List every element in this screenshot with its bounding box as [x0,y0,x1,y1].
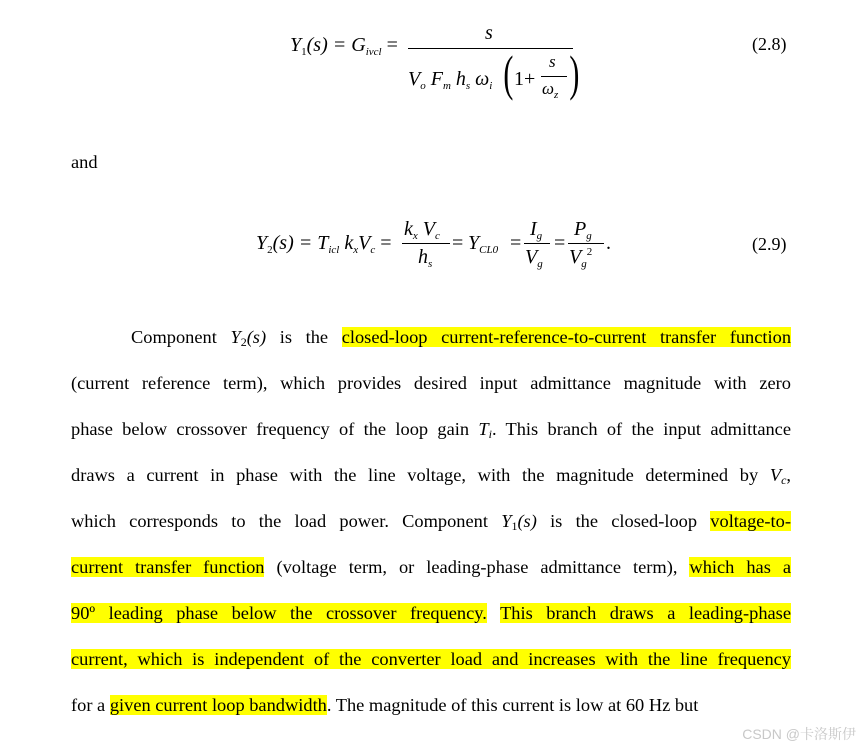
eq2-frac1-den [418,246,432,270]
eq1-den-hs-sub: s [465,80,471,92]
eq1-fraction-bar [408,48,573,49]
paragraph-line-6 [71,544,791,590]
p-l2-text: (current reference term), which provides desired input admittance magnitude with zero [71,373,791,393]
eq2-vc-sub: c [370,244,376,256]
eq2-eq-sign-1: = [375,232,392,254]
eq1-den-wi: ω [475,68,490,90]
eq2-period: . [606,232,611,254]
eq2-frac1-den-h: h [418,246,428,268]
eq1-inner-den [542,79,558,101]
p-l9-highlight: given current loop bandwidth [109,695,327,715]
eq1-inner-den-sub: z [554,89,559,101]
eq1-left-paren: ( [503,45,514,101]
eq1-inner-bar [541,76,567,77]
eq2-frac3-num-sub: g [586,230,592,242]
equation-2-8-number: (2.8) [752,34,787,54]
eq1-den-wi-sub: i [489,80,493,92]
eq2-eq-sign-4: = [554,232,566,254]
eq2-frac3-den-v: V [569,246,582,268]
eq2-y-letter: Y [468,232,480,254]
p-l5-text-a: which corresponds to the load power. Component [71,511,502,531]
eq2-frac1-num-v: V [422,218,435,240]
and-text: and [71,152,98,172]
eq2-y [468,232,498,256]
eq2-lhs: Y [256,232,268,254]
p-l9-text-a: for a [71,695,110,715]
paragraph-line-2 [71,360,791,406]
eq2-frac1-num-k-sub: x [412,230,418,242]
p-l1-y-sub: 2 [240,335,247,349]
eq2-eq-sign-3: = [510,232,522,254]
eq2-lhs-sub: 2 [267,244,273,256]
eq2-frac2-den [525,246,543,270]
equation-2-9-number: (2.9) [752,234,787,254]
paragraph-line-1 [71,314,791,365]
p-l4-text-a: draws a current in phase with the line voltage, with the magnitude determined by [71,465,770,485]
eq1-g: G [351,34,366,56]
p-l4-v: V [769,465,782,485]
eq2-frac3-den-sup: 2 [586,246,593,258]
p-l9-text-b: . The magnitude of this current is low at 60 Hz but [326,695,699,715]
eq1-right-paren: ) [569,45,580,101]
eq2-frac3-den-sub: g [581,258,587,270]
eq2-frac3-bar [568,243,604,244]
p-l7-text-a [487,603,500,623]
p-l5-text-b: is the closed-loop [536,511,711,531]
eq2-frac1-num-v-sub: c [435,230,440,242]
eq1-lhs-sub: 1 [301,46,307,58]
eq1-den-vo-sub: o [420,80,426,92]
eq1-inner-den-w: ω [542,79,555,98]
csdn-watermark: CSDN @卡洛斯伊 [742,726,856,742]
p-l3-t: T [478,419,489,439]
eq2-frac3-den [569,246,592,270]
p-l7-highlight-2: This branch draws a leading-phase [500,603,791,623]
eq1-inner-num: s [549,52,556,71]
p-l5-y: Y [501,511,512,531]
eq1-den-fm-sub: m [442,80,451,92]
p-l1-text-a: Component [131,327,231,347]
p-l3-text-a: phase below crossover frequency of the loop gain [71,419,479,439]
paragraph-line-9 [71,682,791,728]
eq1-g-sub: ivcl [365,46,382,58]
p-l5-s: (s) [517,511,537,531]
eq2-frac2-den-v: V [525,246,538,268]
eq1-lhs: Y [290,34,302,56]
eq2-frac2-bar [524,243,550,244]
eq2-vc: V [358,232,371,254]
eq2-eq-sign-2: = [452,232,464,254]
eq2-t: T [317,232,329,254]
p-l1-highlight: closed-loop current-reference-to-current transfer function [341,327,792,347]
equation-2-8 [290,22,590,112]
paragraph-line-5 [71,498,791,549]
p-l1-s: (s) [246,327,267,347]
paragraph-line-3 [71,406,791,457]
eq1-numerator: s [485,22,493,44]
eq1-inner-one: 1+ [514,68,536,90]
eq2-frac1-num-k: k [404,218,413,240]
p-l1-text-b: is the [266,327,342,347]
eq2-y-sub: CL0 [479,244,499,256]
eq2-frac2-num-i: I [530,218,537,240]
eq2-frac2-num-sub: g [536,230,543,242]
eq2-frac1-num [404,218,440,242]
p-l1-y: Y [230,327,241,347]
eq2-frac2-den-sub: g [537,258,543,270]
eq2-frac2-num [530,218,542,242]
eq2-kx: k [344,232,354,254]
eq1-eq-sign: = [381,34,398,56]
equation-2-9 [256,218,636,278]
eq2-frac3-num-p: P [574,218,587,240]
paragraph-line-7 [71,590,791,636]
p-l6-text-a: (voltage term, or leading-phase admittance term), [264,557,690,577]
eq1-den-vo: V [408,68,421,90]
eq1-den-fm: F [430,68,443,90]
p-l4-v-sub: c [781,473,787,487]
p-l7-highlight-1: 90º leading phase below the crossover frequency. [71,603,487,623]
p-l6-highlight-1: current transfer function [71,557,265,577]
eq2-kx-sub: x [353,244,359,256]
paragraph-line-8 [71,636,791,682]
p-l3-text-b: . This branch of the input admittance [491,419,791,439]
p-l6-highlight-2: which has a [689,557,791,577]
p-l3-t-sub: i [488,427,492,441]
eq1-den-hs: h [455,68,466,90]
p-l8-highlight: current, which is independent of the converter load and increases with the line frequency [71,649,791,669]
eq2-frac1-den-sub: s [428,258,433,270]
p-l5-y-sub: 1 [511,519,518,533]
eq2-lhs-arg: (s) = [272,232,318,254]
p-l5-highlight: voltage-to- [710,511,791,531]
eq2-frac3-num [574,218,592,242]
eq2-t-sub: icl [328,244,340,256]
eq1-lhs-arg: (s) = [306,34,352,56]
paragraph-line-4 [71,452,791,503]
eq2-frac1-bar [402,243,450,244]
p-l4-text-b: , [786,465,791,485]
